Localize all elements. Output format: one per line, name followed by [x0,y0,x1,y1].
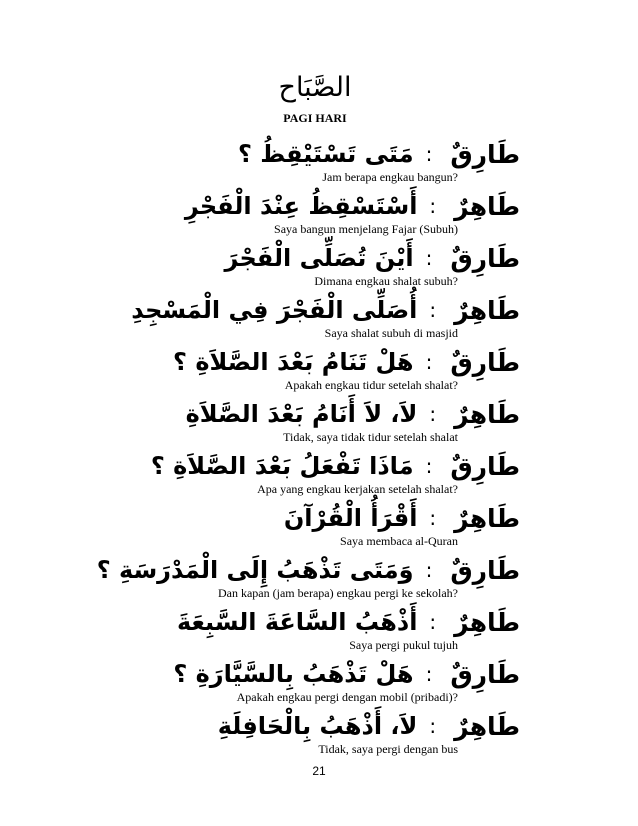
speaker-name: طَاهِرٌ [454,503,520,533]
translation: Saya pergi pukul tujuh [349,638,458,652]
speaker-name: طَارِقٌ [450,451,520,481]
dialog-entry [0,241,638,293]
translation: Saya membaca al-Quran [340,534,458,548]
translation: Saya shalat subuh di masjid [324,326,458,340]
colon-separator: : [429,714,437,738]
title-arabic: الصَّبَاح [278,72,352,103]
speaker-name: طَاهِرٌ [454,295,520,325]
colon-separator: : [425,246,433,270]
arabic-utterance: أَقْرَأُ الْقُرْآنَ [283,504,418,532]
dialog-line [173,345,520,379]
colon-separator: : [429,298,437,322]
dialog-entry [0,657,638,709]
arabic-utterance: مَتَى تَسْتَيْقِظُ ؟ [237,140,414,168]
arabic-utterance: هَلْ تَذْهَبُ بِالسَّيَّارَةِ ؟ [173,660,414,688]
dialog-entry [0,345,638,397]
speaker-name: طَارِقٌ [450,243,520,273]
translation: Apa yang engkau kerjakan setelah shalat? [257,482,458,496]
dialog-line [151,449,520,483]
translation: Dan kapan (jam berapa) engkau pergi ke sekolah? [217,586,458,600]
page-number: 21 [312,764,326,778]
colon-separator: : [429,610,437,634]
dialog-entry [0,553,638,605]
dialog-entry [0,189,638,241]
colon-separator: : [425,350,433,374]
arabic-utterance: أُصَلِّى الْفَجْرَ فِي الْمَسْجِدِ [131,296,418,324]
dialog-entry [0,137,638,189]
arabic-utterance: وَمَتَى تَذْهَبُ إِلَى الْمَدْرَسَةِ ؟ [96,556,414,584]
dialog-line [185,189,520,223]
speaker-name: طَارِقٌ [450,139,520,169]
translation: Apakah engkau pergi dengan mobil (pribadi)? [236,690,458,704]
colon-separator: : [425,662,433,686]
arabic-utterance: لاَ، لاَ أَنَامُ بَعْدَ الصَّلاَةِ [185,400,418,428]
translation: Apakah engkau tidur setelah shalat? [284,378,458,392]
translation: Jam berapa engkau bangun? [322,170,458,184]
speaker-name: طَاهِرٌ [454,711,520,741]
arabic-utterance: أَذْهَبُ السَّاعَةَ السَّبِعَةَ [176,608,418,636]
arabic-utterance: لاَ، أَذْهَبُ بِالْحَافِلَةِ [217,712,418,740]
dialog-line [284,501,520,535]
dialog [0,137,638,761]
dialog-entry [0,397,638,449]
arabic-utterance: مَاذَا تَفْعَلُ بَعْدَ الصَّلاَةِ ؟ [150,452,414,480]
speaker-name: طَاهِرٌ [454,399,520,429]
title-latin: PAGI HARI [283,111,347,125]
dialog-line [177,605,520,639]
speaker-name: طَاهِرٌ [454,191,520,221]
dialog-entry [0,709,638,761]
dialog-line [97,553,520,587]
speaker-name: طَاهِرٌ [454,607,520,637]
dialog-entry [0,449,638,501]
translation: Tidak, saya tidak tidur setelah shalat [283,430,458,444]
speaker-name: طَارِقٌ [450,659,520,689]
dialog-line [173,657,520,691]
dialog-entry [0,293,638,345]
dialog-entry [0,501,638,553]
translation: Dimana engkau shalat subuh? [314,274,458,288]
translation: Saya bangun menjelang Fajar (Subuh) [274,222,458,236]
colon-separator: : [425,558,433,582]
dialog-line [225,241,520,275]
dialog-line [131,293,520,327]
speaker-name: طَارِقٌ [450,347,520,377]
dialog-line [238,137,520,171]
arabic-utterance: أَيْنَ تُصَلِّى الْفَجْرَ [224,244,414,272]
speaker-name: طَارِقٌ [450,555,520,585]
colon-separator: : [425,454,433,478]
dialog-line [218,709,520,743]
colon-separator: : [429,402,437,426]
dialog-line [186,397,520,431]
arabic-utterance: هَلْ تَنَامُ بَعْدَ الصَّلاَةِ ؟ [173,348,414,376]
arabic-utterance: أَسْتَسْقِظُ عِنْدَ الْفَجْرِ [184,192,418,220]
translation: Tidak, saya pergi dengan bus [318,742,458,756]
colon-separator: : [425,142,433,166]
colon-separator: : [429,506,437,530]
dialog-entry [0,605,638,657]
colon-separator: : [429,194,437,218]
